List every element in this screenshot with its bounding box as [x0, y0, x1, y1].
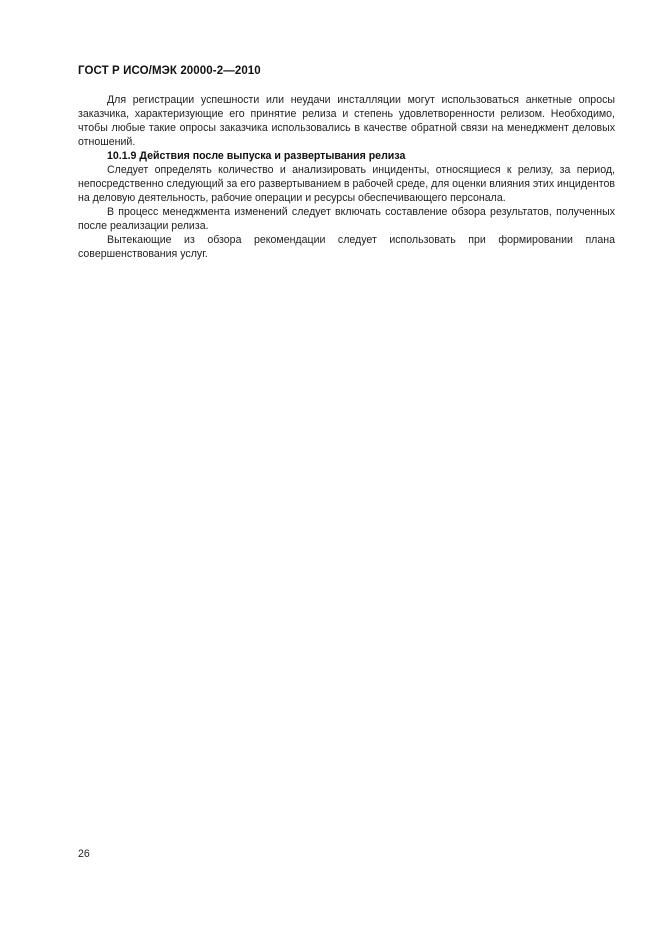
paragraph: В процесс менеджмента изменений следует включать составление обзора результатов, полученных после реализации релиза. — [78, 206, 615, 232]
paragraph: Для регистрации успешности или неудачи инсталляции могут использоваться анкетные опросы заказчика, характеризующие его принятие релиза и степень удовлетворенности релизом. Необходимо, чтобы любые такие опросы заказчика использовались в качестве обратной связи на менеджмент деловых отношений. — [78, 94, 615, 148]
section-heading: 10.1.9 Действия после выпуска и развертывания релиза — [107, 150, 406, 162]
page-number: 26 — [78, 848, 90, 860]
paragraph: Следует определять количество и анализировать инциденты, относящиеся к релизу, за период, непосредственно следующий за его развертыванием в рабочей среде, для оценки влияния этих инцидентов на деловую деятельность, рабочие операции и ресурсы обеспечивающего персонала. — [78, 164, 615, 204]
document-header: ГОСТ Р ИСО/МЭК 20000-2—2010 — [78, 65, 261, 77]
paragraph: Вытекающие из обзора рекомендации следует использовать при формировании плана совершенствования услуг. — [78, 234, 615, 260]
document-body — [78, 93, 615, 261]
